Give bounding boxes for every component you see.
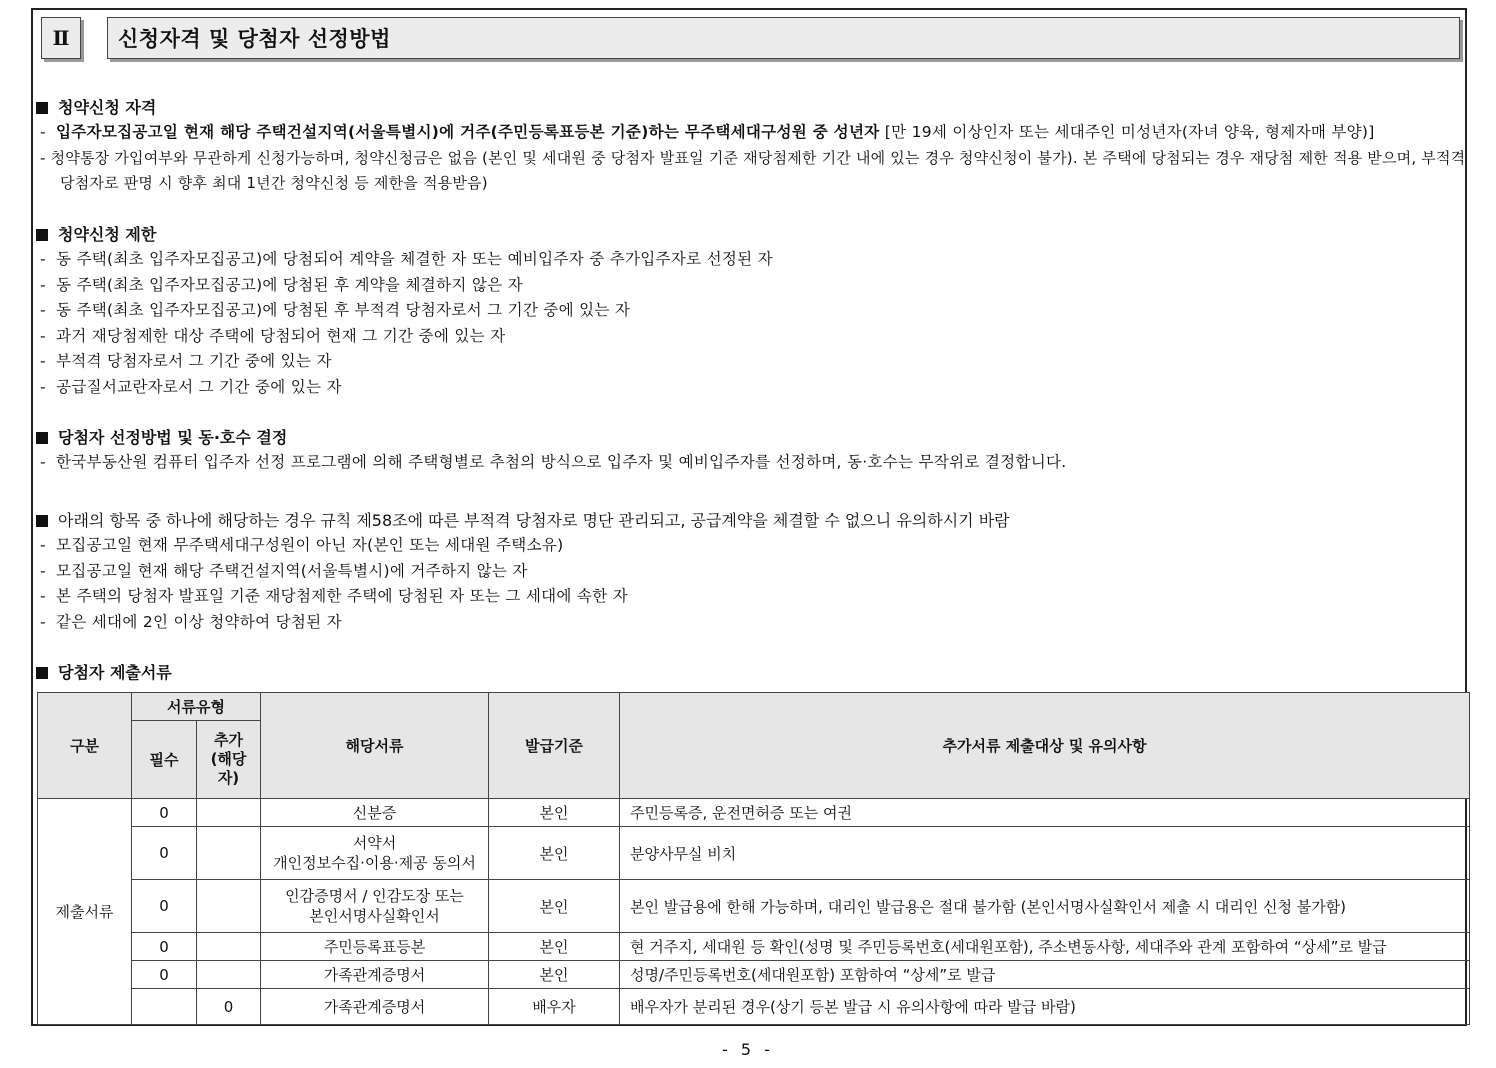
- square-bullet-icon: [36, 432, 48, 444]
- col-issuer: 발급기준: [489, 693, 620, 799]
- ineligible-section: [36, 508, 1468, 635]
- documents-heading: 당첨자 제출서류: [36, 660, 1468, 685]
- square-bullet-icon: [36, 667, 48, 679]
- section-title-box: [107, 17, 1460, 59]
- documents-table: [37, 692, 1470, 1025]
- group-label: 제출서류: [38, 799, 132, 1025]
- table-row: 0 주민등록표등본 본인 현 거주지, 세대원 등 확인(성명 및 주민등록번호(세대원포함), 주소변동사항, 세대주와 관계 포함하여 “상세”로 발급: [38, 933, 1470, 961]
- section-number-box: [41, 17, 81, 59]
- col-required: 필수: [132, 721, 197, 799]
- square-bullet-icon: [36, 102, 48, 114]
- documents-section: [36, 660, 1468, 685]
- eligibility-line-1: - 입주자모집공고일 현재 해당 주택건설지역(서울특별시)에 거주(주민등록표등본 기준)하는 무주택세대구성원 중 성년자 [만 19세 이상인자 또는 세대주인 미성년자(자녀 양육, 형제자매 부양)]: [40, 123, 1375, 141]
- section-title: 신청자격 및 당첨자 선정방법: [118, 27, 391, 51]
- list-item: - 본 주택의 당첨자 발표일 기준 재당첨제한 주택에 당첨된 자 또는 그 세대에 속한 자: [40, 587, 628, 605]
- table-row: 0 가족관계증명서 배우자 배우자가 분리된 경우(상기 등본 발급 시 유의사항에 따라 발급 바람): [38, 989, 1470, 1025]
- list-item: - 모집공고일 현재 해당 주택건설지역(서울특별시)에 거주하지 않는 자: [40, 561, 528, 580]
- list-item: - 과거 재당첨제한 대상 주택에 당첨되어 현재 그 기간 중에 있는 자: [40, 326, 506, 345]
- ineligible-heading: 아래의 항목 중 하나에 해당하는 경우 규칙 제58조에 따른 부적격 당첨자로 명단 관리되고, 공급계약을 체결할 수 없으니 유의하시기 바람: [36, 508, 1468, 533]
- list-item: - 같은 세대에 2인 이상 청약하여 당첨된 자: [40, 612, 342, 631]
- col-notes: 추가서류 제출대상 및 유의사항: [620, 693, 1470, 799]
- eligibility-heading: 청약신청 자격: [36, 95, 1468, 120]
- col-doc-type: 서류유형: [132, 693, 261, 721]
- list-item: - 한국부동산원 컴퓨터 입주자 선정 프로그램에 의해 주택형별로 추첨의 방식으로 입주자 및 예비입주자를 선정하며, 동·호수는 무작위로 결정합니다.: [40, 453, 1067, 471]
- col-document: 해당서류: [261, 693, 489, 799]
- table-row: 0 인감증명서 / 인감도장 또는 본인서명사실확인서 본인 본인 발급용에 한해 가능하며, 대리인 발급용은 절대 불가함 (본인서명사실확인서 제출 시 대리인 신청 불가함): [38, 880, 1470, 933]
- page-number: - 5 -: [722, 1040, 774, 1059]
- list-item: - 동 주택(최초 입주자모집공고)에 당첨되어 계약을 체결한 자 또는 예비입주자 중 추가입주자로 선정된 자: [40, 250, 773, 268]
- selection-heading: 당첨자 선정방법 및 동·호수 결정: [36, 425, 1468, 450]
- col-additional: 추가 (해당 자): [197, 721, 261, 799]
- square-bullet-icon: [36, 229, 48, 241]
- section-number: Ⅱ: [52, 26, 70, 50]
- eligibility-line-1-bold: 입주자모집공고일 현재 해당 주택건설지역(서울특별시)에 거주(주민등록표등본 기준)하는 무주택세대구성원 중 성년자: [56, 123, 880, 141]
- col-category: 구분: [38, 693, 132, 799]
- selection-section: [36, 425, 1468, 476]
- table-row: 제출서류 0 신분증 본인 주민등록증, 운전면허증 또는 여권: [38, 799, 1470, 827]
- restrictions-heading: 청약신청 제한: [36, 222, 1468, 247]
- list-item: - 공급질서교란자로서 그 기간 중에 있는 자: [40, 377, 342, 396]
- eligibility-line-1-rest: [만 19세 이상인자 또는 세대주인 미성년자(자녀 양육, 형제자매 부양)]: [884, 123, 1375, 141]
- eligibility-section: [36, 95, 1468, 197]
- table-row: 0 가족관계증명서 본인 성명/주민등록번호(세대원포함) 포함하여 “상세”로 발급: [38, 961, 1470, 989]
- list-item: - 동 주택(최초 입주자모집공고)에 당첨된 후 부적격 당첨자로서 그 기간 중에 있는 자: [40, 301, 631, 319]
- list-item: - 모집공고일 현재 무주택세대구성원이 아닌 자(본인 또는 세대원 주택소유): [40, 536, 564, 554]
- eligibility-line-2: - 청약통장 가입여부와 무관하게 신청가능하며, 청약신청금은 없음 (본인 및 세대원 중 당첨자 발표일 기준 재당첨제한 기간 내에 있는 경우 청약신청이 불가). 본 주택에 당첨되는 경우 재당첨 제한 적용 받으며, 부적격 당첨자로 판명 시 향후 최대 1년간 청약신청 등 제한을 적용받음): [40, 148, 1466, 192]
- square-bullet-icon: [36, 515, 48, 527]
- table-row: 0 서약서 개인정보수집·이용·제공 동의서 본인 분양사무실 비치: [38, 827, 1470, 880]
- list-item: - 동 주택(최초 입주자모집공고)에 당첨된 후 계약을 체결하지 않은 자: [40, 275, 523, 294]
- list-item: - 부적격 당첨자로서 그 기간 중에 있는 자: [40, 352, 332, 370]
- restrictions-section: [36, 222, 1468, 400]
